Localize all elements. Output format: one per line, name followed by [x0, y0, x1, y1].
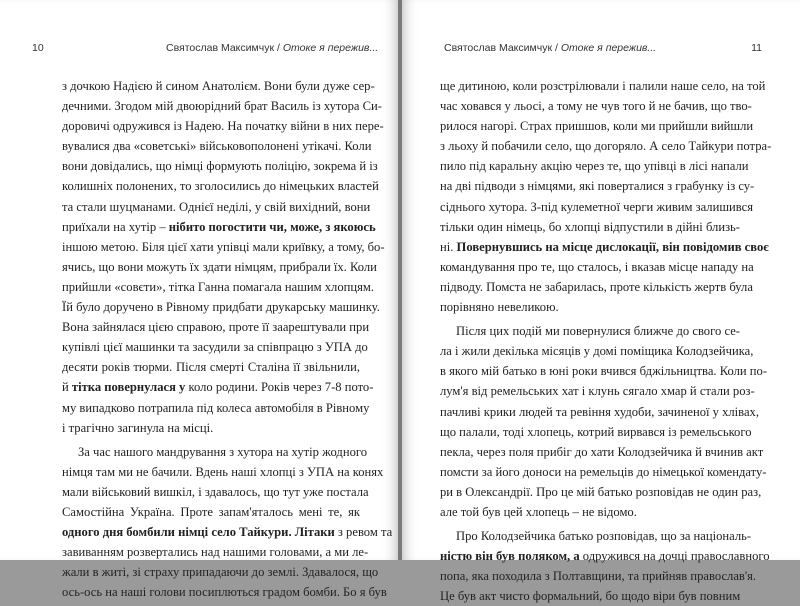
text-line: але той був цей хлопець – не відомо.	[440, 504, 637, 519]
text-line	[62, 217, 376, 237]
right-running-head	[444, 42, 656, 54]
text-line: і трагічно загинула на місці.	[62, 420, 214, 435]
bold-text: нібито погостити чи, може, з якоюсь	[168, 219, 376, 234]
text-line: Самостійна Україна. Проте запам'яталось мені те, як	[62, 504, 360, 519]
text-line: жали в житі, зі страху припадаючи до землі. Здавалося, що	[62, 565, 379, 580]
right-page-header	[402, 42, 800, 58]
text-line: За час нашого мандрування з хутора на хутір жодного	[78, 444, 368, 459]
right-page-number: 11	[751, 42, 762, 54]
running-head-separator: /	[554, 42, 558, 54]
text-line: Вона зайнялася цією справою, проте її заарештували при	[62, 320, 370, 335]
text-fragment: ні.	[440, 239, 457, 254]
text-line: мали військовий вишкіл, і здавалось, що тут уже постала	[62, 484, 369, 499]
text-line: порівняно невеликою.	[440, 300, 559, 315]
bold-text: Повернувшись на місце дислокації, він повідомив своє	[456, 239, 769, 254]
text-line	[62, 522, 393, 542]
text-line: вувалися два «советські» військовополонені утікачі. Коли	[62, 139, 372, 154]
left-page-body	[62, 76, 393, 602]
text-line: ри в Олександрії. Про це мій батько розповідав не один раз,	[440, 484, 762, 499]
running-head-title: Отоке я пережив...	[560, 42, 657, 54]
text-line: вони довідались, що німці формують поліцію, зокрема й із	[62, 159, 378, 174]
text-fragment: одружився на дочці православного	[579, 549, 770, 564]
text-line: Про Колодзейчика батько розповідав, що за національ-	[456, 529, 752, 544]
text-fragment: з ревом та	[334, 525, 393, 540]
text-line: завиванням розвертались над нашими головами, а ми ле-	[62, 545, 369, 560]
text-line: пекла, через поля прибіг до хати Колодзейчика й вчинив акт	[440, 444, 764, 459]
text-line: підводу. Помста не забарилась, проте кількість жертв була	[440, 279, 753, 294]
bold-text: ністю він був поляком, а	[440, 549, 580, 564]
text-fragment: й	[62, 380, 72, 395]
text-line: з льоху й побачили село, що догоряло. А село Тайкури потра-	[440, 139, 772, 154]
text-line	[62, 377, 374, 397]
left-page	[0, 0, 398, 600]
text-line: на дві підводи з німцями, які поверталися з грабунку із су-	[440, 179, 755, 194]
text-fragment: приїхали на хутір –	[62, 219, 169, 234]
text-line: купівлі цієї машинки та засудили за співпрацю з УПА до	[62, 340, 368, 355]
text-line: десяти років тюрми. Після смерті Сталіна її звільнили,	[62, 360, 360, 375]
text-line: колишніх полонених, то зголосились до німецьких властей	[62, 179, 379, 194]
text-line	[440, 546, 770, 566]
text-line: в якого мій батько в юні роки вчився бджільництва. Коли по-	[440, 364, 768, 379]
text-line: дечними. Згодом мій двоюрідний брат Василь із хутора Си-	[62, 99, 382, 114]
right-page	[402, 0, 800, 604]
running-head-separator: /	[276, 42, 280, 54]
text-fragment: коло родини. Років через 7-8 пото-	[185, 380, 374, 395]
left-page-header	[0, 42, 398, 58]
text-line: ще дитиною, коли розстрілювали і палили наше село, на той	[440, 79, 766, 93]
text-line: ось-ось на наші голови посиплються градом бомби. Бо я був	[62, 585, 387, 600]
text-line: пило під каральну акцію через те, що упівці в лісі напали	[440, 159, 749, 174]
text-line: рилося нагорі. Страх пришшов, коли ми прийшли вийшли	[440, 119, 754, 134]
text-line: Це був акт чисто формальний, бо щодо віри був повним	[440, 589, 741, 604]
text-line: попа, яка походила з Полтавщини, та прийняв православ'я.	[440, 569, 757, 584]
text-line: ла і жили декілька місяців у домі поміщика Колодзейчика,	[440, 344, 754, 359]
bold-text: тітка повернулася у	[71, 380, 186, 395]
left-page-number: 10	[32, 42, 44, 54]
left-running-head	[166, 42, 378, 54]
text-line: пачливі крики людей та ревіння худоби, зачиненої у хлівах,	[440, 404, 759, 419]
text-line: іншою метою. Біля цієї хати упівці мали криївку, а тому, бо-	[62, 239, 385, 254]
text-line: лум'я від ремельських хат і клунь сягало хмар й стали роз-	[440, 384, 755, 399]
running-head-title: Отоке я пережив...	[282, 42, 379, 54]
text-line: помсти за його доноси на ремельців до німецької комендату-	[440, 464, 767, 479]
text-line: му випадково потрапила під колеса автомобіля в Рівному	[62, 400, 370, 415]
text-line: Після цих подій ми повернулися ближче до свого се-	[456, 324, 740, 339]
text-line: прийшли «совєти», тітка Ганна помагала нашим хлопцям.	[62, 279, 375, 294]
text-line: що палали, тоді хлопець, котрий вирвався із ремельського	[440, 424, 752, 439]
text-line: ячись, що вони можуть їх здати німцям, прибрали їх. Коли	[62, 259, 377, 274]
running-head-author: Святослав Максимчук	[166, 42, 275, 54]
text-line: сіднього хутора. З-під кулеметної черги живим залишився	[440, 199, 754, 214]
running-head-author: Святослав Максимчук	[444, 42, 553, 54]
text-line: Їй було доручено в Рівному придбати друкарську машинку.	[62, 300, 380, 315]
text-line: німця там ми не бачили. Вдень наші хлопці з УПА на конях	[62, 464, 384, 479]
text-line	[440, 237, 769, 257]
text-line: тільки один німець, бо хлопці відпустили в дійні близь-	[440, 219, 740, 234]
text-line: та стали шуцманами. Однієї неділі, у свій вихідний, вони	[62, 199, 371, 214]
text-line: з дочкою Надією й сином Анатолієм. Вони були дуже сер-	[62, 79, 375, 93]
text-line: час ховався у льосі, а тому не чув того й не бачив, що тво-	[440, 99, 752, 114]
right-page-body	[440, 76, 772, 606]
text-line: доровичі одружився із Надею. На початку війни в них пере-	[62, 119, 384, 134]
bold-text: одного дня бомбили німці село Тайкури. Літаки	[62, 525, 335, 540]
text-line: командування про те, що сталось, і вказав місце нападу на	[440, 259, 754, 274]
